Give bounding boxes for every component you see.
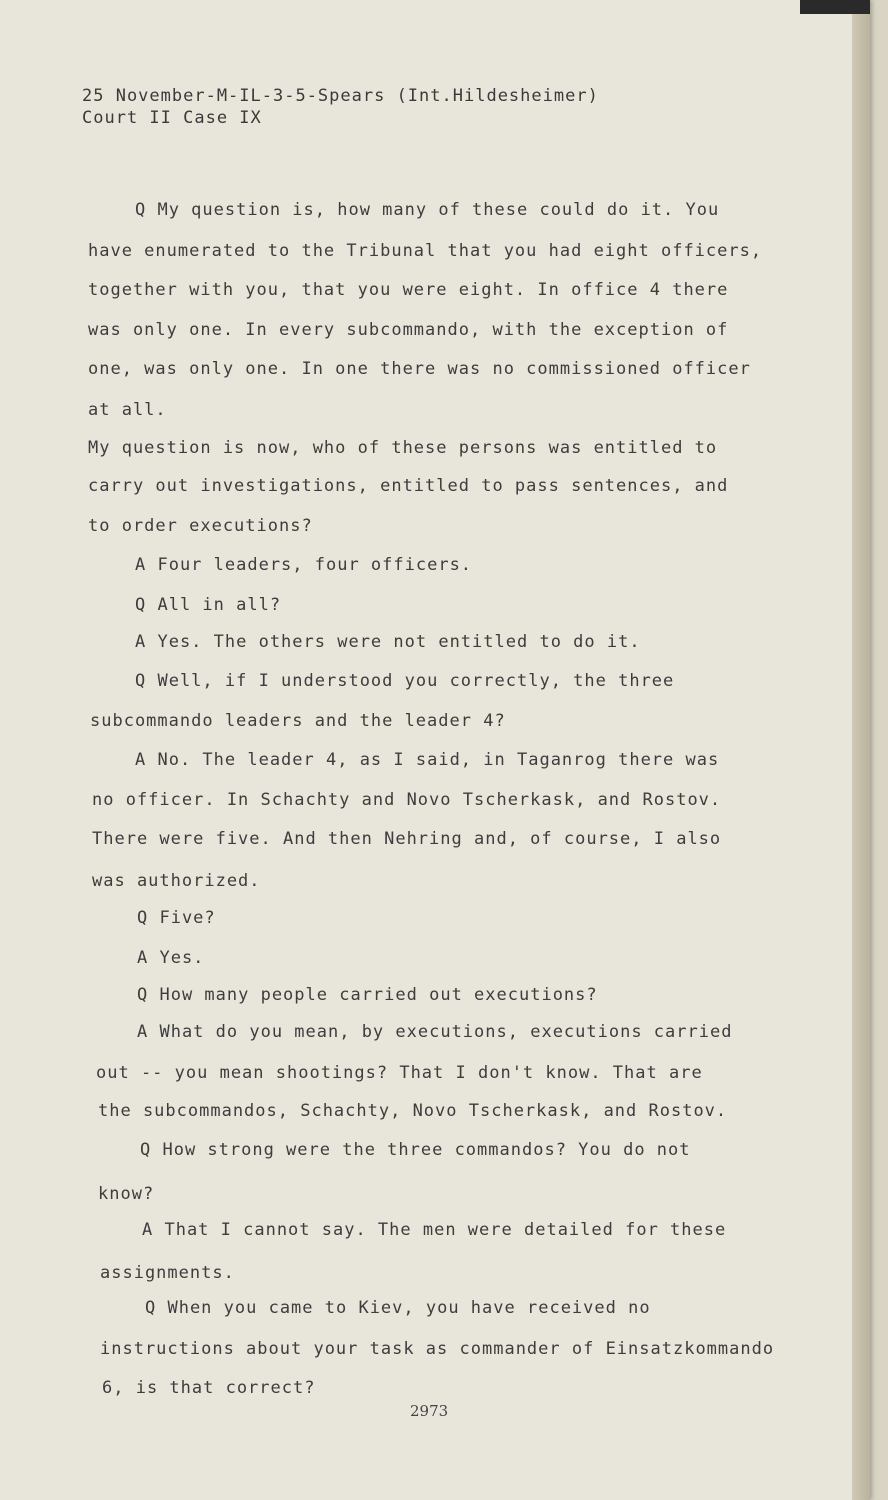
transcript-line: know?: [98, 1184, 155, 1204]
page-edge: [852, 0, 870, 1500]
transcript-line: My question is now, who of these persons was entitled to: [88, 438, 718, 458]
transcript-line: was only one. In every subcommando, with the exception of: [88, 320, 729, 340]
transcript-line: instructions about your task as commander of Einsatzkommando: [100, 1339, 775, 1359]
transcript-line: Q When you came to Kiev, you have received no: [145, 1298, 651, 1318]
corner-mark: [800, 0, 870, 14]
transcript-line: Q Five?: [137, 908, 216, 928]
transcript-line: to order executions?: [88, 516, 313, 536]
transcript-line: subcommando leaders and the leader 4?: [90, 711, 506, 731]
header-line-2: Court II Case IX: [82, 108, 262, 128]
page-number: 2973: [410, 1402, 449, 1420]
transcript-line: A Yes. The others were not entitled to do it.: [135, 632, 641, 652]
transcript-line: was authorized.: [92, 871, 261, 891]
transcript-line: Q How strong were the three commandos? You do not: [140, 1140, 691, 1160]
transcript-line: out -- you mean shootings? That I don't know. That are: [96, 1063, 703, 1083]
transcript-line: Q Well, if I understood you correctly, the three: [135, 671, 675, 691]
transcript-line: one, was only one. In one there was no commissioned officer: [88, 359, 751, 379]
transcript-line: 6, is that correct?: [102, 1378, 316, 1398]
transcript-line: Q How many people carried out executions?: [137, 985, 598, 1005]
transcript-line: A That I cannot say. The men were detailed for these: [142, 1220, 727, 1240]
transcript-line: assignments.: [100, 1263, 235, 1283]
transcript-line: have enumerated to the Tribunal that you had eight officers,: [88, 241, 763, 261]
header-line-1: 25 November-M-IL-3-5-Spears (Int.Hildesheimer): [82, 86, 599, 106]
transcript-line: Q All in all?: [135, 595, 282, 615]
transcript-line: A What do you mean, by executions, executions carried: [137, 1022, 733, 1042]
transcript-line: A Four leaders, four officers.: [135, 555, 473, 575]
transcript-line: There were five. And then Nehring and, of course, I also: [92, 829, 722, 849]
transcript-line: the subcommandos, Schachty, Novo Tscherkask, and Rostov.: [98, 1101, 728, 1121]
transcript-line: at all.: [88, 400, 167, 420]
transcript-line: A No. The leader 4, as I said, in Taganrog there was: [135, 750, 720, 770]
transcript-line: no officer. In Schachty and Novo Tscherkask, and Rostov.: [92, 790, 722, 810]
transcript-line: carry out investigations, entitled to pass sentences, and: [88, 476, 729, 496]
transcript-line: A Yes.: [137, 948, 205, 968]
transcript-line: together with you, that you were eight. In office 4 there: [88, 280, 729, 300]
transcript-line: Q My question is, how many of these could do it. You: [135, 200, 720, 220]
